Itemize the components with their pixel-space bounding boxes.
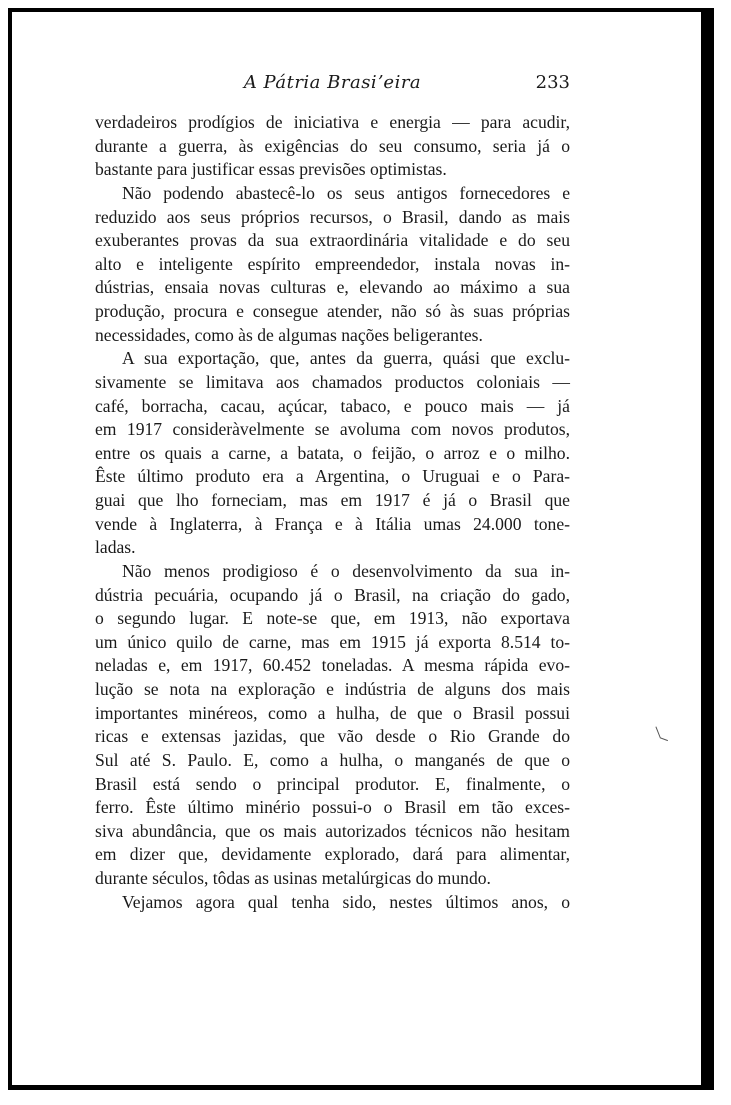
text-line: guai que lho forneciam, mas em 1917 é já o Brasil que xyxy=(95,490,570,510)
text-line: neladas e, em 1917, 60.452 toneladas. A mesma rápida evo- xyxy=(95,655,570,676)
text-line: necessidades, como às de algumas nações beligerantes. xyxy=(95,324,483,345)
text-line: alto e inteligente espírito empreendedor, instala novas in- xyxy=(95,253,570,274)
text-line: exuberantes provas da sua extraordinária vitalidade e do seu xyxy=(95,230,570,251)
text-line: Êste último produto era a Argentina, o Uruguai e o Para- xyxy=(95,466,570,487)
page-header xyxy=(95,72,570,98)
text-line: siva abundância, que os mais autorizados técnicos não hesitam xyxy=(95,820,570,841)
text-line: A sua exportação, que, antes da guerra, quási que exclu- xyxy=(122,348,570,369)
text-line: produção, procura e consegue atender, não só às suas próprias xyxy=(95,301,570,321)
text-line: Não podendo abastecê-lo os seus antigos fornecedores e xyxy=(122,182,570,203)
text-line: importantes minéreos, como a hulha, de que o Brasil possui xyxy=(95,702,570,723)
text-line: em 1917 consideràvelmente se avoluma com novos produtos, xyxy=(95,419,570,440)
text-line: dústrias, ensaia novas culturas e, elevando ao máximo a sua xyxy=(95,277,570,298)
body-text xyxy=(95,111,570,914)
text-line: o segundo lugar. E note-se que, em 1913, não exportava xyxy=(95,608,570,629)
text-line: Sul até S. Paulo. E, como a hulha, o manganés de que o xyxy=(95,749,570,770)
text-line: um único quilo de carne, mas em 1915 já exporta 8.514 to- xyxy=(95,631,570,652)
text-line: Não menos prodigioso é o desenvolvimento da sua in- xyxy=(122,560,570,581)
text-line: durante a guerra, às exigências do seu consumo, seria já o xyxy=(95,135,570,156)
text-line: ricas e extensas jazidas, que vão desde o Rio Grande do xyxy=(95,726,570,747)
text-line: em dizer que, devidamente explorado, dará para alimentar, xyxy=(95,844,570,865)
text-line: entre os quais a carne, a batata, o feijão, o arroz e o milho. xyxy=(95,442,570,463)
text-line: Brasil está sendo o principal produtor. E, finalmente, o xyxy=(95,773,570,794)
text-line: vende à Inglaterra, à França e à Itália umas 24.000 tone- xyxy=(95,513,570,534)
text-line: dústria pecuária, ocupando já o Brasil, na criação do gado, xyxy=(95,584,570,605)
text-line: café, borracha, cacau, açúcar, tabaco, e pouco mais — já xyxy=(95,395,570,416)
running-title: A Pátria Brasiʼeira xyxy=(243,72,422,93)
text-line: ferro. Êste último minério possui-o o Brasil em tão exces- xyxy=(95,797,570,818)
text-line: verdadeiros prodígios de iniciativa e energia — para acudir, xyxy=(95,112,570,132)
text-line: durante séculos, tôdas as usinas metalúrgicas do mundo. xyxy=(95,868,491,888)
text-line: sivamente se limitava aos chamados productos coloniais — xyxy=(95,371,570,392)
text-line: ladas. xyxy=(95,537,136,558)
text-line: lução se nota na exploração e indústria de alguns dos mais xyxy=(95,679,570,699)
text-line: bastante para justificar essas previsões optimistas. xyxy=(95,159,447,180)
text-line: reduzido aos seus próprios recursos, o Brasil, dando as mais xyxy=(95,206,570,227)
text-line: Vejamos agora qual tenha sido, nestes últimos anos, o xyxy=(122,891,570,912)
page-number: 233 xyxy=(535,72,570,93)
